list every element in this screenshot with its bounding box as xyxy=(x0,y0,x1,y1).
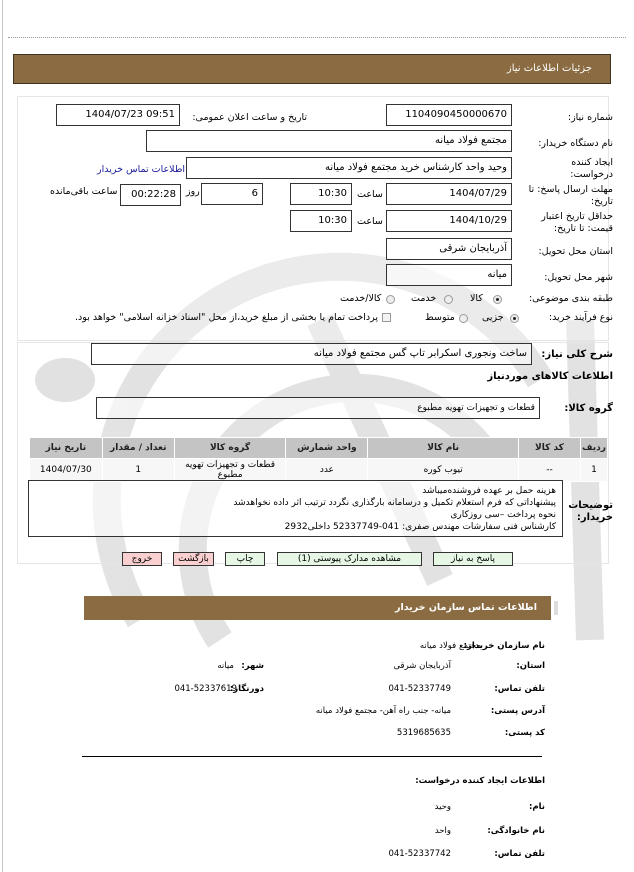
validity-label: حداقل تاریخ اعتبار قیمت: تا تاریخ: xyxy=(541,211,613,234)
col-row: ردیف xyxy=(581,438,608,459)
cell-row: 1 xyxy=(581,459,608,482)
col-name: نام کالا xyxy=(368,438,518,459)
contact-title: اطلاعات تماس سازمان خریدار xyxy=(394,602,537,613)
process-label: نوع فرآیند خرید: xyxy=(548,312,613,323)
buyer-org-field: مجتمع فولاد میانه xyxy=(146,130,512,152)
contact-city-value: میانه xyxy=(217,661,234,671)
contact-org-value: مجتمع فولاد میانه xyxy=(419,641,481,651)
note-line: نحوه پرداخت –سی روزکاری xyxy=(450,510,556,520)
description-field: ساخت ونجوری اسکرابر تاپ گس مجتمع فولاد میانه xyxy=(91,343,532,365)
contact-phone-value: 041-52337749 xyxy=(388,684,451,694)
remaining-time-label: ساعت باقی‌مانده xyxy=(50,186,118,197)
page-title: جزئیات اطلاعات نیاز xyxy=(506,63,592,74)
creator-label: ایجاد کننده درخواست: xyxy=(570,157,613,180)
creator-info-title: اطلاعات ایجاد کننده درخواست: xyxy=(415,776,545,786)
creator-last-name-label: نام خانوادگی: xyxy=(487,826,545,836)
contact-address-value: میانه- جنب راه آهن- مجتمع فولاد میانه xyxy=(315,706,451,716)
creator-phone-value: 041-52337742 xyxy=(388,849,451,859)
creator-phone-label: تلفن تماس: xyxy=(494,849,545,859)
col-qty: تعداد / مقدار xyxy=(102,438,174,459)
exit-button[interactable]: خروج xyxy=(122,552,162,566)
cell-date: 1404/07/30 xyxy=(30,459,103,482)
days-label: روز xyxy=(186,186,200,197)
islamic-treasury-label: پرداخت تمام یا بخشی از مبلغ خرید،از محل "اسناد خزانه اسلامی" خواهد بود. xyxy=(75,312,378,323)
buyer-notes-label: توضیحات خریدار: xyxy=(568,500,613,523)
contact-postal-value: 5319685635 xyxy=(396,728,451,738)
contact-header-bar xyxy=(84,596,551,620)
cell-qty: 1 xyxy=(102,459,174,482)
items-table-header xyxy=(30,438,608,459)
deadline-date-field: 1404/07/29 xyxy=(386,183,512,205)
contact-org-label: نام سازمان خریدار: xyxy=(463,641,545,651)
category-service-label: خدمت xyxy=(411,293,437,304)
category-radio-goods-service[interactable] xyxy=(386,295,395,304)
cell-unit: عدد xyxy=(286,459,368,482)
category-radio-goods[interactable] xyxy=(493,295,502,304)
cell-name: تیوب کوره xyxy=(368,459,518,482)
creator-last-name-value: واحد xyxy=(434,826,451,836)
islamic-treasury-checkbox[interactable] xyxy=(382,313,391,322)
deadline-label: مهلت ارسال پاسخ: تا تاریخ: xyxy=(528,184,613,207)
deadline-time-field: 10:30 xyxy=(290,183,352,205)
contact-fax-label: دورنگار: xyxy=(229,684,264,694)
contact-address-label: آدرس پستی: xyxy=(490,706,545,716)
note-line: کارشناس فنی سفارشات مهندس صفری: 041-52337749 داخلی2932 xyxy=(284,522,556,532)
cell-code: -- xyxy=(518,459,580,482)
buyer-org-label: نام دستگاه خریدار: xyxy=(538,138,613,149)
reply-button[interactable]: پاسخ به نیاز xyxy=(433,552,513,566)
description-label: شرح کلی نیاز: xyxy=(541,349,613,360)
process-medium-label: متوسط xyxy=(425,312,455,323)
goods-group-field: قطعات و تجهیزات تهویه مطبوع xyxy=(96,397,540,419)
col-unit: واحد شمارش xyxy=(286,438,368,459)
creator-field: وحید واحد کارشناس خرید مجتمع فولاد میانه xyxy=(186,157,512,179)
deadline-time-label: ساعت xyxy=(357,189,383,200)
buyer-contact-link[interactable]: اطلاعات تماس خریدار xyxy=(97,164,186,175)
contact-province-label: استان: xyxy=(516,661,545,671)
validity-time-label: ساعت xyxy=(357,216,383,227)
contact-province-value: آذربایجان شرقی xyxy=(393,661,451,671)
print-button[interactable]: چاپ xyxy=(225,552,265,566)
contact-bar-edge xyxy=(554,601,558,615)
validity-time-field: 10:30 xyxy=(290,210,352,232)
process-radio-minor[interactable] xyxy=(510,314,519,323)
announce-date-label: تاریخ و ساعت اعلان عمومی: xyxy=(192,112,307,123)
contact-postal-label: کد پستی: xyxy=(504,728,545,738)
contact-phone-label: تلفن تماس: xyxy=(494,684,545,694)
city-field: میانه xyxy=(386,264,512,286)
attachments-button[interactable]: مشاهده مدارک پیوستی (1) xyxy=(277,552,422,566)
validity-date-field: 1404/10/29 xyxy=(386,210,512,232)
need-number-label: شماره نیاز: xyxy=(567,112,613,123)
items-table xyxy=(29,437,608,482)
category-radio-service[interactable] xyxy=(444,295,453,304)
city-label: شهر محل تحویل: xyxy=(544,272,613,283)
cell-group: قطعات و تجهیزات تهویه مطبوع xyxy=(174,459,285,482)
remaining-time-field: 00:22:28 xyxy=(120,184,181,206)
table-row xyxy=(30,459,608,482)
category-label: طبقه بندی موضوعی: xyxy=(528,293,613,304)
buyer-notes-box xyxy=(28,480,563,537)
top-divider xyxy=(8,37,626,38)
province-label: استان محل تحویل: xyxy=(538,246,613,257)
creator-first-name-value: وحید xyxy=(434,802,451,812)
category-goods-service-label: کالا/خدمت xyxy=(340,293,382,304)
page-header-bar xyxy=(13,54,611,84)
goods-info-title: اطلاعات کالاهای موردنیاز xyxy=(487,371,613,382)
days-field: 6 xyxy=(201,183,263,205)
process-minor-label: جزیی xyxy=(482,312,504,323)
page-left-border xyxy=(2,0,3,872)
note-line: پیشنهاداتی که فرم استعلام تکمیل و درسامانه بارگذاری نگردد ترتیب اثر داده نخواهدشد xyxy=(233,498,556,508)
creator-first-name-label: نام: xyxy=(528,802,545,812)
col-date: تاریخ نیاز xyxy=(30,438,103,459)
category-goods-label: کالا xyxy=(470,293,483,304)
goods-group-label: گروه کالا: xyxy=(564,403,613,414)
back-button[interactable]: بازگشت xyxy=(173,552,214,566)
need-number-field: 1104090450000670 xyxy=(386,104,512,126)
contact-city-label: شهر: xyxy=(241,661,264,671)
col-code: کد کالا xyxy=(518,438,580,459)
contact-fax-value: 041-52337619 xyxy=(174,684,237,694)
note-line: هزینه حمل بر عهده فروشنده‌میباشد xyxy=(422,486,556,496)
province-field: آذربایجان شرقی xyxy=(386,238,512,260)
col-group: گروه کالا xyxy=(174,438,285,459)
contact-divider xyxy=(82,756,542,757)
announce-date-field: 1404/07/23 09:51 xyxy=(56,104,180,126)
process-radio-medium[interactable] xyxy=(459,314,468,323)
